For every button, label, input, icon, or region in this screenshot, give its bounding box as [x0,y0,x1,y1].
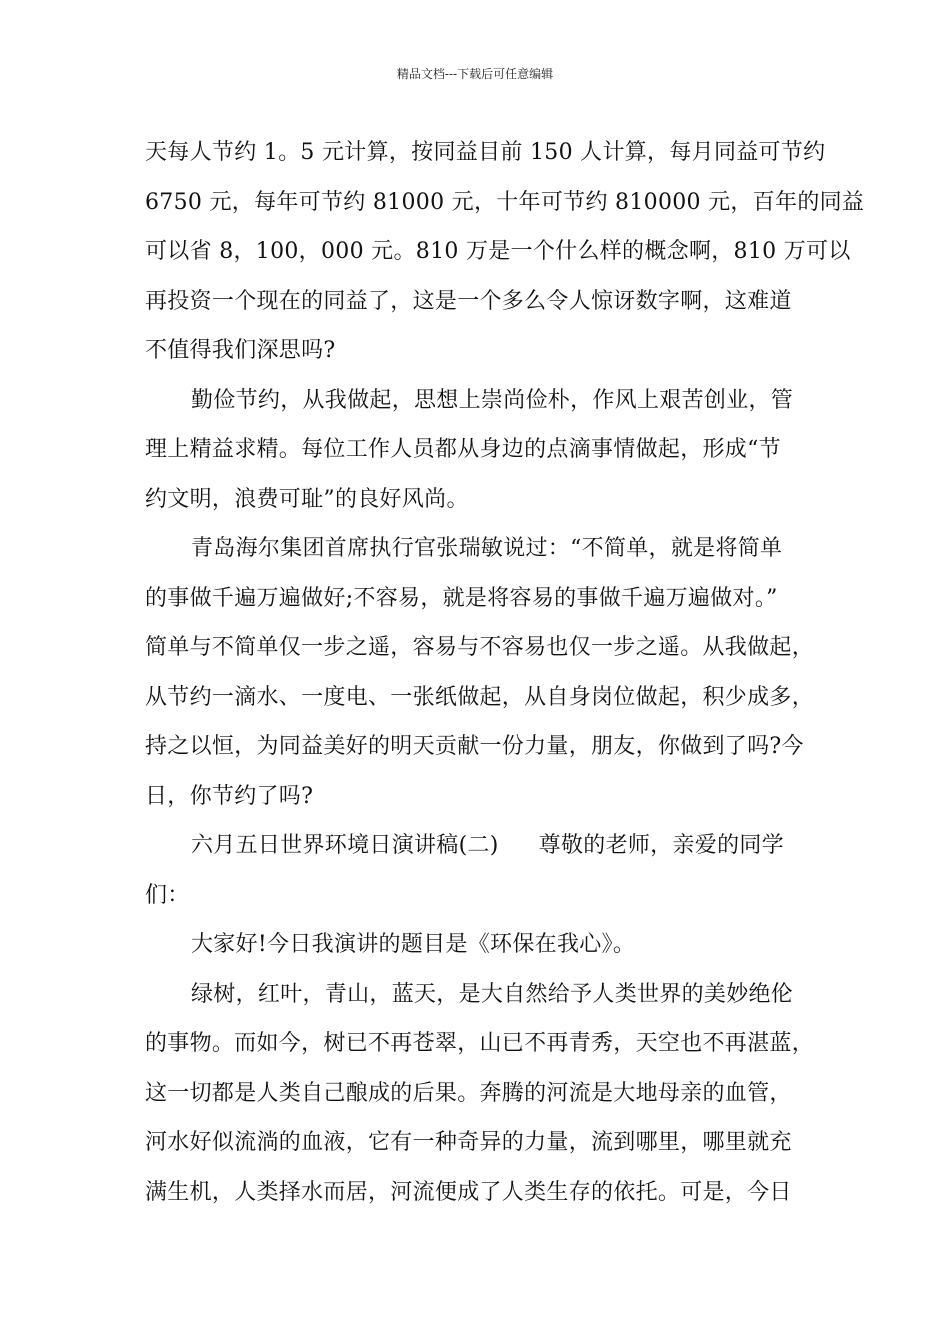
text-line: 满生机，人类择水而居，河流便成了人类生存的依托。可是，今日 [145,1179,792,1205]
text-line: 不值得我们深思吗? [145,338,336,363]
text-line: 的事物。而如今，树已不再苍翠，山已不再青秀，天空也不再湛蓝， [145,1031,815,1056]
text-line: 约文明，浪费可耻”的良好风尚。 [145,486,469,512]
text-line: 这一切都是人类自己酿成的后果。奔腾的河流是大地母亲的血管， [145,1080,792,1106]
text-line: 简单与不简单仅一步之遥，容易与不容易也仅一步之遥。从我做起， [145,635,815,660]
paragraph-first-line: 绿树，红叶，青山，蓝天，是大自然给予人类世界的美妙绝伦 [191,981,794,1007]
text-line: 河水好似流淌的血液，它有一种奇异的力量，流到哪里，哪里就充 [145,1130,792,1155]
paragraph-first-line: 大家好!今日我演讲的题目是《环保在我心》。 [191,932,636,957]
text-line: 的事做千遍万遍做好;不容易，就是将容易的事做千遍万遍做对。” [145,585,778,611]
text-line: 理上精益求精。每位工作人员都从身边的点滴事情做起，形成“节 [145,437,781,462]
speech-title-line [145,821,810,871]
text-line: 6750 元，每年可节约 81000 元，十年可节约 810000 元，百年的同益 [145,189,865,215]
salutation: 尊敬的老师，亲爱的同学 [538,833,784,858]
text-line: 可以省 8，100，000 元。810 万是一个什么样的概念啊，810 万可以 [145,239,851,264]
text-line: 们： [145,882,190,908]
text-line: 日，你节约了吗? [145,783,314,809]
document-body [145,128,865,1217]
text-line: 天每人节约 1。5 元计算，按同益目前 150 人计算，每月同益可节约 [145,140,826,165]
page-header: 精品文档---下载后可任意编辑 [396,67,554,81]
text-line: 再投资一个现在的同益了，这是一个多么令人惊讶数字啊，这难道 [145,288,792,314]
paragraph-first-line: 勤俭节约，从我做起，思想上崇尚俭朴，作风上艰苦创业，管 [191,387,794,413]
text-line: 持之以恒，为同益美好的明天贡献一份力量，朋友，你做到了吗?今 [145,734,804,759]
paragraph-first-line: 青岛海尔集团首席执行官张瑞敏说过：“不简单，就是将简单 [191,536,783,561]
speech-title: 六月五日世界环境日演讲稿(二) [191,833,499,858]
text-line: 从节约一滴水、一度电、一张纸做起，从自身岗位做起，积少成多， [145,684,815,710]
